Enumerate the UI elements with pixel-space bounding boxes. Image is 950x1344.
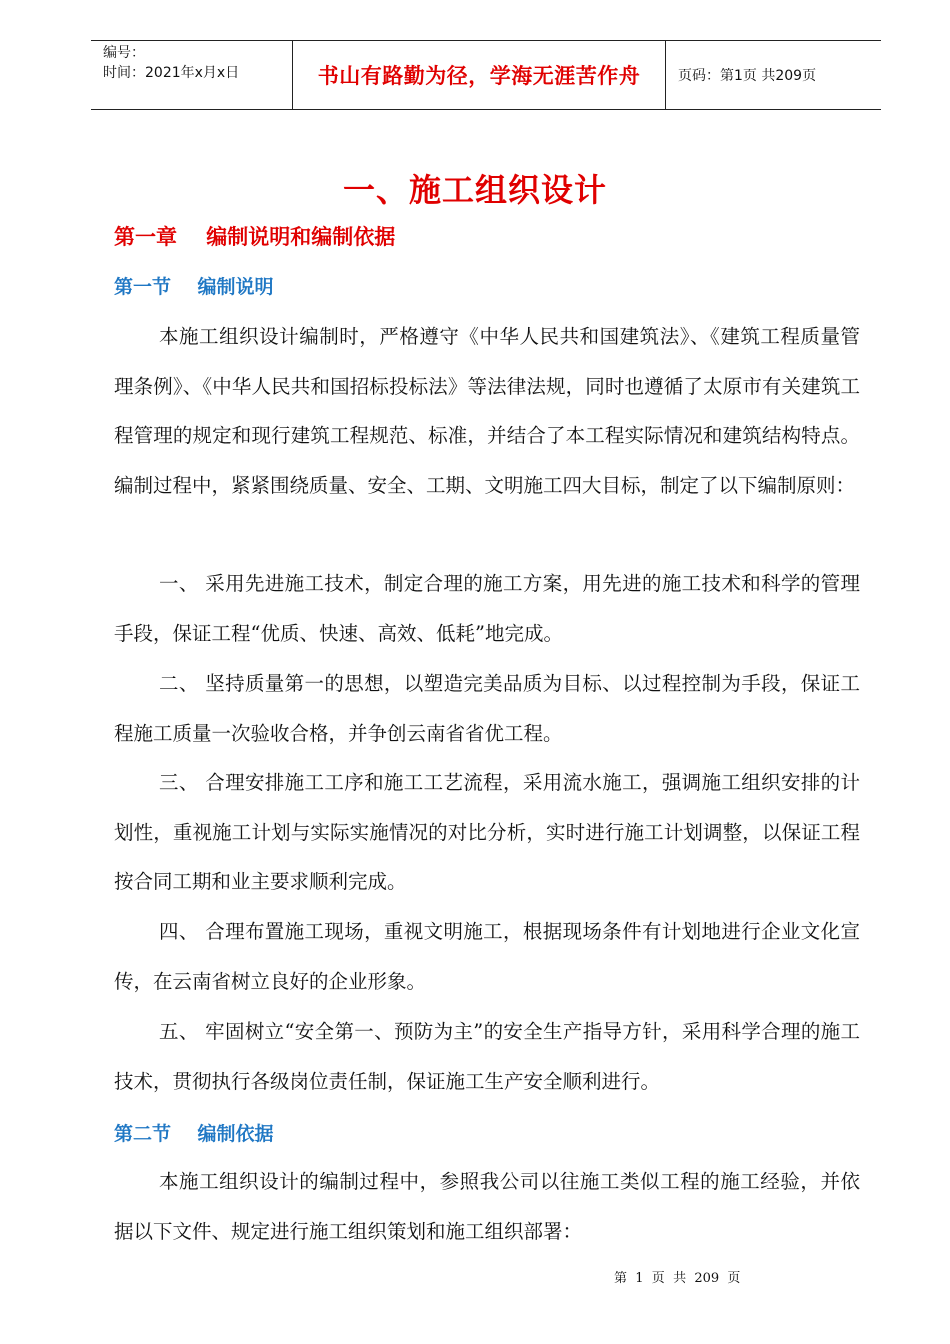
paragraph: 四、 合理布置施工现场，重视文明施工，根据现场条件有计划地进行企业文化宣传，在云南省树立良好的企业形象。 [114, 920, 860, 993]
header-motto: 书山有路勤为径，学海无涯苦作舟 [293, 41, 666, 109]
number-label: 编号： [103, 45, 145, 61]
header-page-info: 页码：第1页 共209页 [678, 68, 817, 84]
paragraph: 本施工组织设计的编制过程中，参照我公司以往施工类似工程的施工经验，并依据以下文件、规定进行施工组织策划和施工组织部署： [114, 1170, 860, 1243]
section-title: 第二节 编制依据 [114, 1123, 274, 1145]
header-meta [91, 41, 293, 109]
paragraph: 三、 合理安排施工工序和施工工艺流程，采用流水施工，强调施工组织安排的计划性，重视施工计划与实际实施情况的对比分析，实时进行施工计划调整，以保证工程按合同工期和业主要求顺利完成。 [114, 771, 860, 894]
page-header [91, 40, 881, 110]
section-title: 第一节 编制说明 [114, 276, 274, 298]
paragraph: 一、 采用先进施工技术，制定合理的施工方案，用先进的施工技术和科学的管理手段，保证工程“优质、快速、高效、低耗”地完成。 [114, 572, 860, 645]
paragraph: 二、 坚持质量第一的思想，以塑造完美品质为目标、以过程控制为手段，保证工程施工质量一次验收合格，并争创云南省省优工程。 [114, 672, 860, 745]
paragraph: 本施工组织设计编制时，严格遵守《中华人民共和国建筑法》、《建筑工程质量管理条例》、《中华人民共和国招标投标法》等法律法规，同时也遵循了太原市有关建筑工程管理的规定和现行建筑工程规范、标准，并结合了本工程实际情况和建筑结构特点。编制过程中，紧紧围绕质量、安全、工期、文明施工四大目标，制定了以下编制原则： [114, 325, 860, 497]
time-label: 时间：2021年x月x日 [103, 65, 240, 81]
chapter-title: 第一章 编制说明和编制依据 [114, 224, 396, 249]
page-footer: 第 1 页 共 209 页 [614, 1271, 741, 1286]
paragraph: 五、 牢固树立“安全第一、预防为主”的安全生产指导方针，采用科学合理的施工技术，贯彻执行各级岗位责任制，保证施工生产安全顺利进行。 [114, 1020, 860, 1093]
document-title: 一、施工组织设计 [342, 171, 607, 209]
